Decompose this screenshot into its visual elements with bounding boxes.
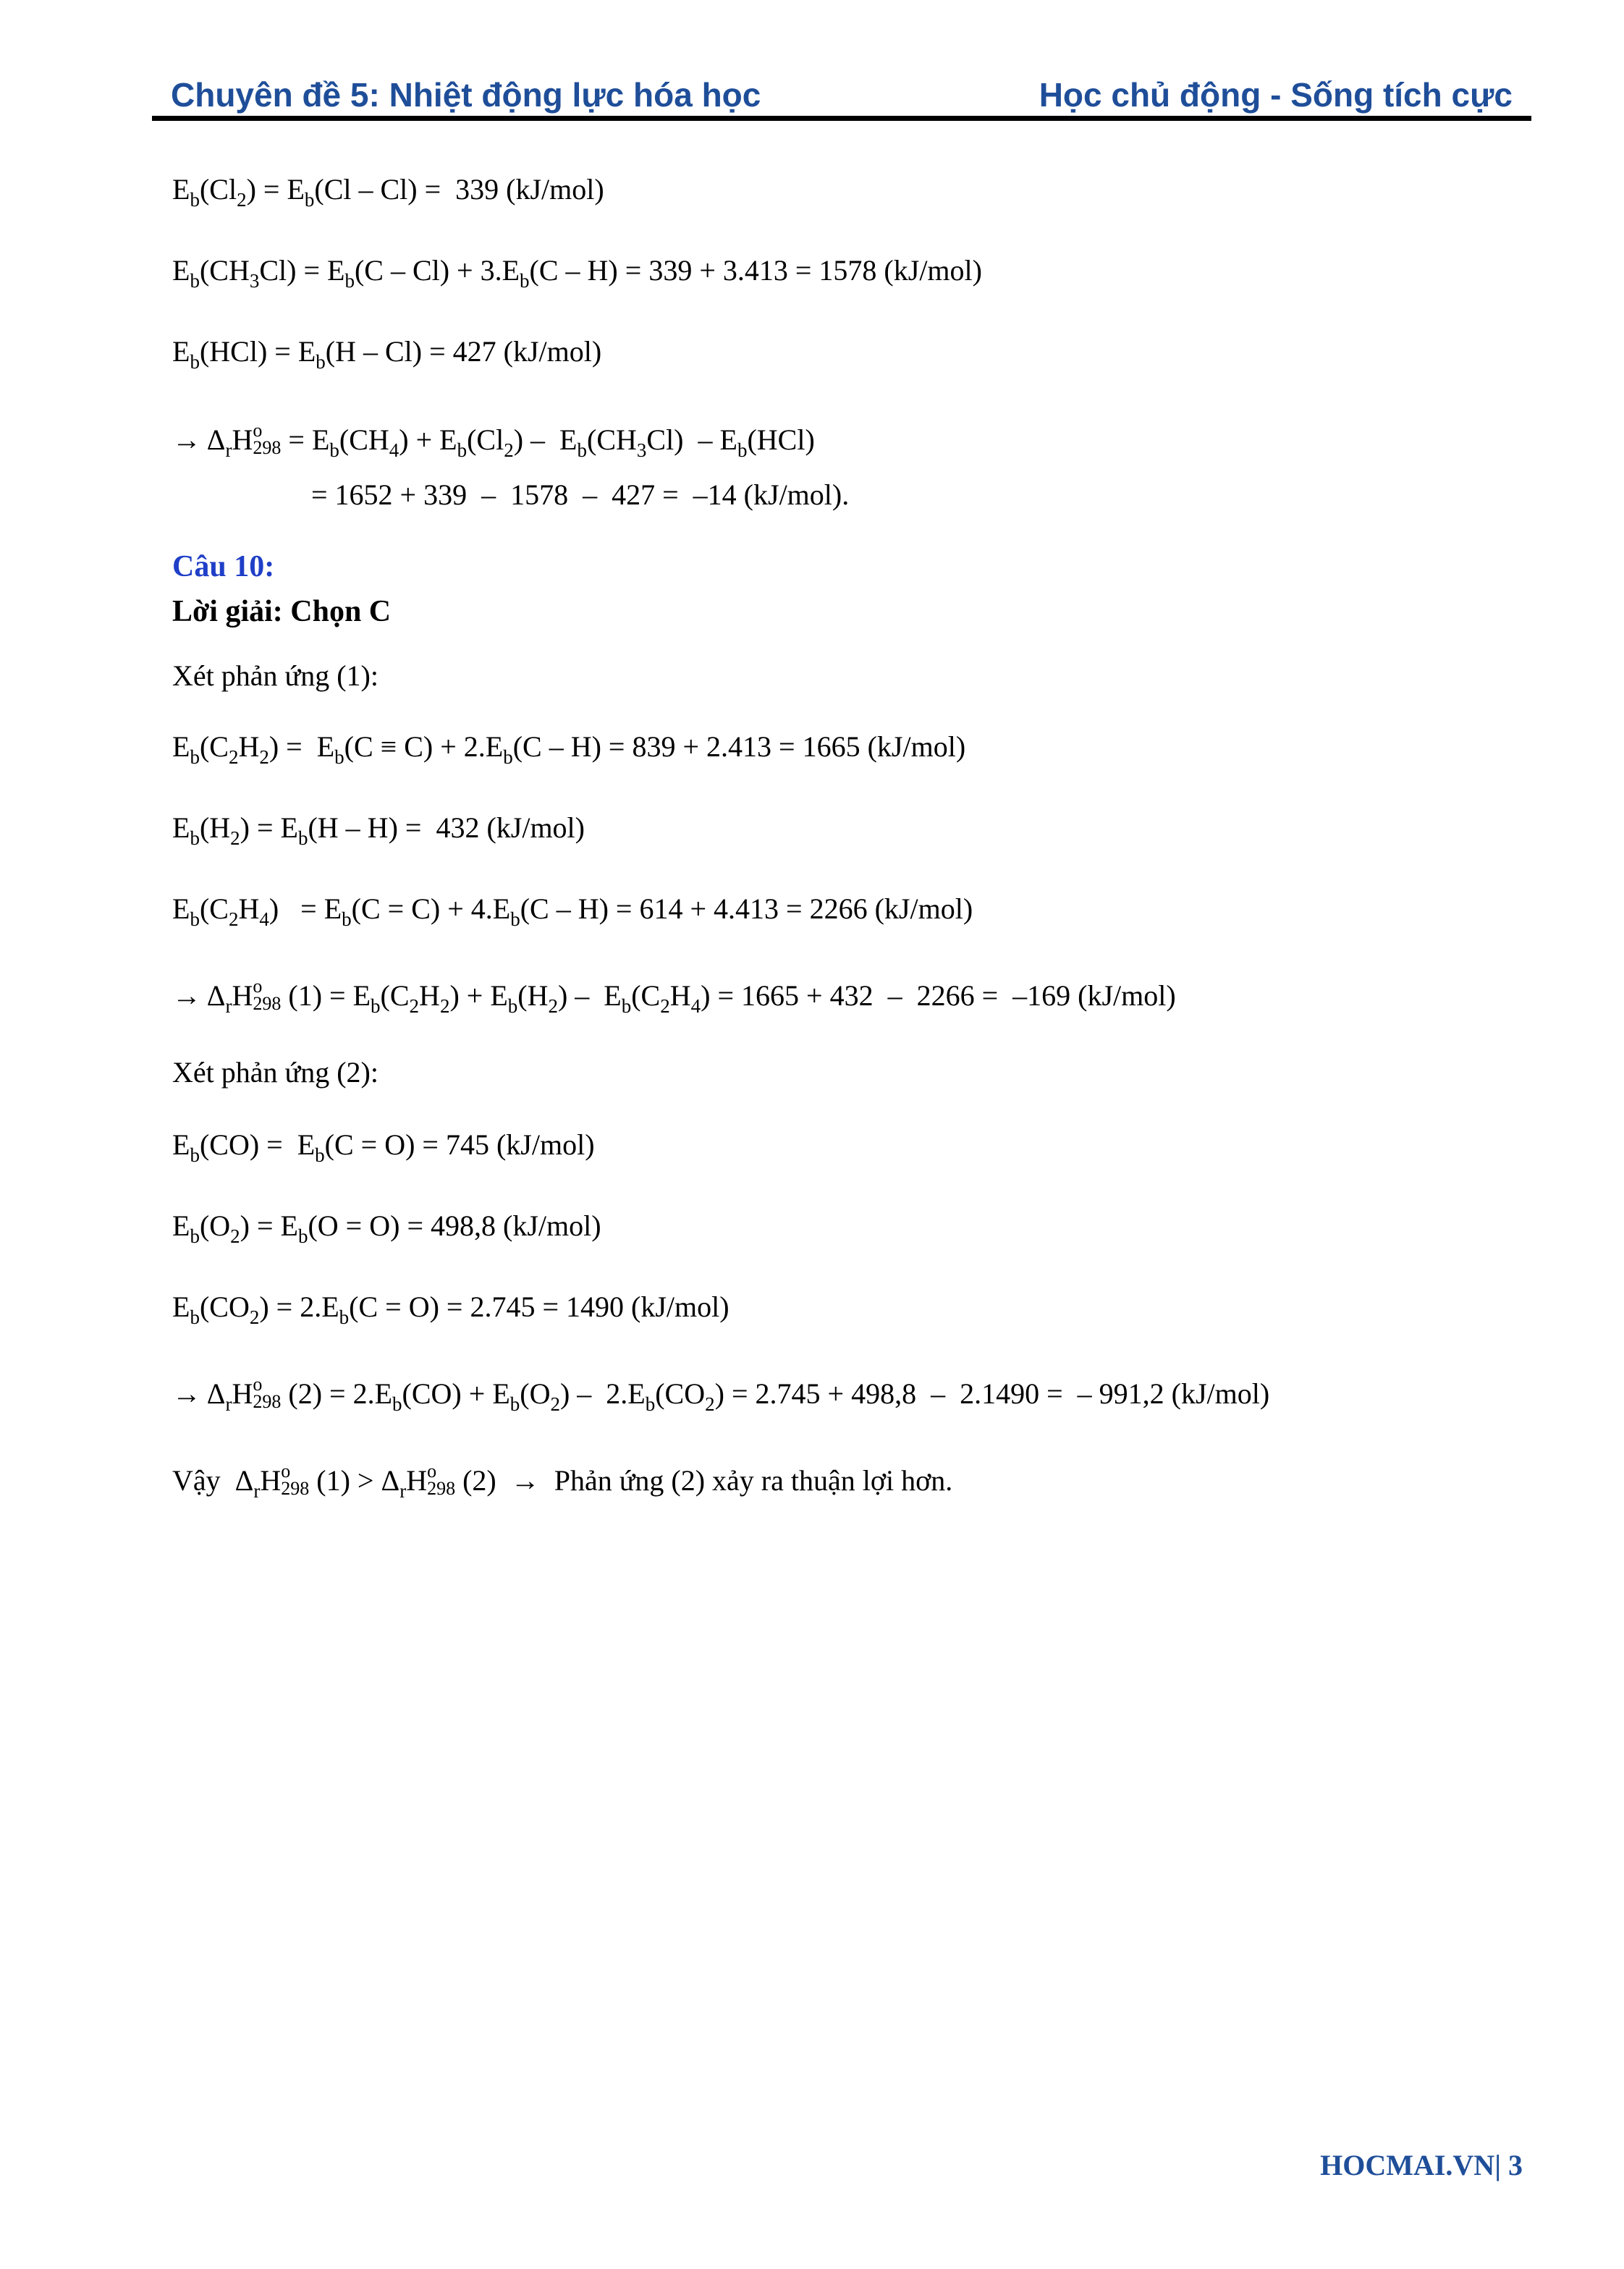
conclusion-line: Vậy $\Delta_rH$ o 298 $(1) > \Delta_rH$ o 298 (2) → Phản ứng (2) xảy ra thuận lợi hơn. — [172, 1461, 953, 1502]
header-divider — [152, 116, 1531, 121]
header-slogan: Học chủ động - Sống tích cực — [1039, 76, 1513, 114]
equation-line: → $\Delta_rH$ o 298 = $E_b(CH_4) + E_b(Cl_2) - E_b(CH_3Cl) - E_b(HCl)$ — [172, 420, 815, 461]
question-title: Câu 10: — [172, 550, 275, 583]
equation-line: $E_b(O_2) = E_b(O = O) = 498,8$ (kJ/mol) — [172, 1209, 601, 1247]
reaction-heading: Xét phản ứng (1): — [172, 659, 378, 692]
equation-line: $E_b(CO) = E_b(C = O) = 745$ (kJ/mol) — [172, 1128, 595, 1166]
equation-line: $E_b(H_2) = E_b(H - H) = 432$ (kJ/mol) — [172, 811, 585, 849]
equation-line: $E_b(CH_3Cl) = E_b(C - Cl) + 3.E_b(C - H) = 339 + 3.413 = 1578$ (kJ/mol) — [172, 254, 982, 292]
answer-heading: Lời giải: Chọn C — [172, 595, 392, 628]
header-topic: Chuyên đề 5: Nhiệt động lực hóa học — [171, 76, 761, 114]
page-number: 3 — [1508, 2149, 1523, 2181]
equation-line: $E_b(C_2H_2) = E_b(C \equiv C) + 2.E_b(C - H) = 839 + 2.413 = 1665$ (kJ/mol) — [172, 730, 966, 768]
equation-line: $E_b(C_2H_4) = E_b(C = C) + 4.E_b(C - H) = 614 + 4.413 = 2266$ (kJ/mol) — [172, 892, 973, 930]
footer-separator: | — [1494, 2149, 1501, 2181]
equation-line: → $\Delta_rH$ o 298 $(2) = 2.E_b(CO) + E_b(O_2) - 2.E_b(CO_2) = 2.745 + 498,8 - 2.1490$ = – 991,2 (kJ/mol) — [172, 1374, 1270, 1415]
equation-line: $E_b(CO_2) = 2.E_b(C = O) = 2.745 = 1490$ (kJ/mol) — [172, 1290, 729, 1328]
footer-site: HOCMAI.VN — [1320, 2149, 1495, 2181]
equation-line: $E_b(HCl) = E_b(H - Cl) = 427$ (kJ/mol) — [172, 335, 602, 373]
equation-line: $E_b(Cl_2) = E_b(Cl - Cl) = 339$ (kJ/mol) — [172, 173, 604, 211]
page-footer — [1320, 2148, 1523, 2182]
equation-line: = 1652 + 339 – 1578 – 427 = –14 (kJ/mol). — [311, 478, 850, 511]
reaction-heading: Xét phản ứng (2): — [172, 1056, 378, 1089]
equation-line: → $\Delta_rH$ o 298 $(1) = E_b(C_2H_2) + E_b(H_2) - E_b(C_2H_4) = 1665 + 432 - 2266 = -169$ (kJ/mol) — [172, 976, 1176, 1017]
